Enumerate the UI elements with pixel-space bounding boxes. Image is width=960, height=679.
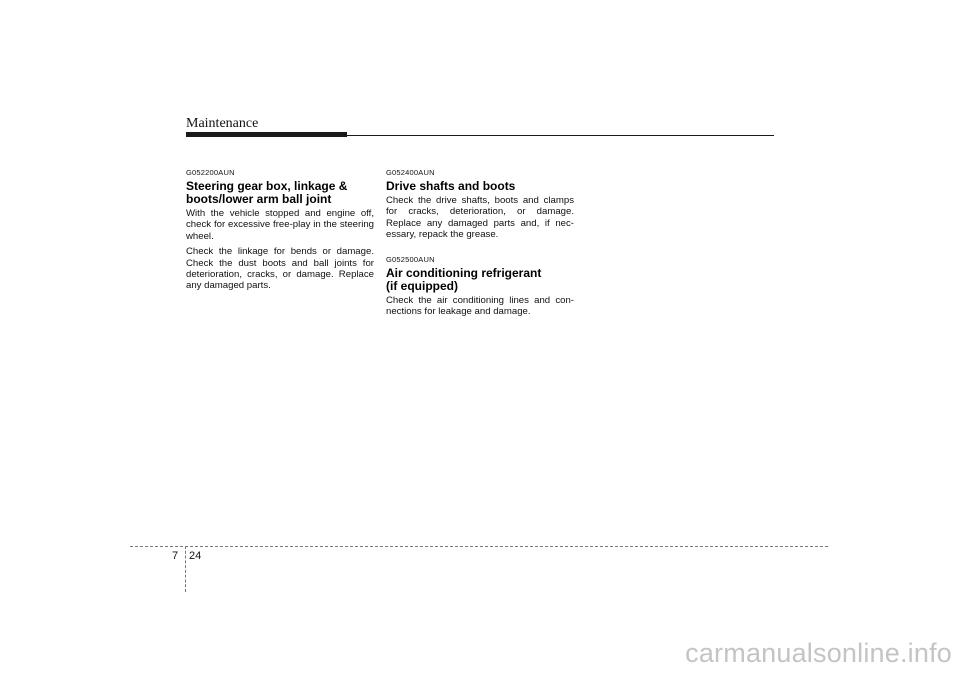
section-heading-line: (if equipped) [386, 278, 458, 293]
section-heading-line: boots/lower arm ball joint [186, 192, 332, 206]
header-rule-thin [347, 135, 774, 136]
section-paragraph: Check the air conditioning lines and con-nections for leakage and damage. [386, 294, 574, 318]
right-column [386, 168, 574, 321]
page-header-title: Maintenance [186, 116, 259, 131]
section-paragraph: Check the linkage for bends or damage. Check the dust boots and ball joints for deterioration, cracks, or damage. Replace any damaged parts. [186, 246, 374, 292]
section-heading: Drive shafts and boots [386, 179, 516, 193]
section-paragraph: With the vehicle stopped and engine off, check for excessive free-play in the steering wheel. [186, 208, 374, 242]
left-column [186, 168, 374, 296]
page-number: 24 [189, 550, 202, 562]
chapter-number: 7 [172, 550, 179, 562]
footer-rule [130, 546, 828, 547]
section-code: G052500AUN [386, 254, 435, 264]
header-rule-thick [186, 132, 347, 137]
section-heading-line: Air conditioning refrigerant [386, 265, 542, 280]
section-heading [186, 180, 374, 206]
section-code: G052400AUN [386, 168, 435, 177]
section-heading-line: Steering gear box, linkage & [186, 179, 348, 193]
watermark-text: carmanualsonline.info [685, 638, 952, 668]
section-heading [386, 267, 574, 293]
footer-divider [185, 546, 186, 592]
section-paragraph: Check the drive shafts, boots and clamps for cracks, deterioration, or damage. Replace any damaged parts and, if nec-essary, repack the grease. [386, 195, 574, 241]
section-code: G052200AUN [186, 168, 235, 177]
section-spacer [386, 245, 574, 255]
